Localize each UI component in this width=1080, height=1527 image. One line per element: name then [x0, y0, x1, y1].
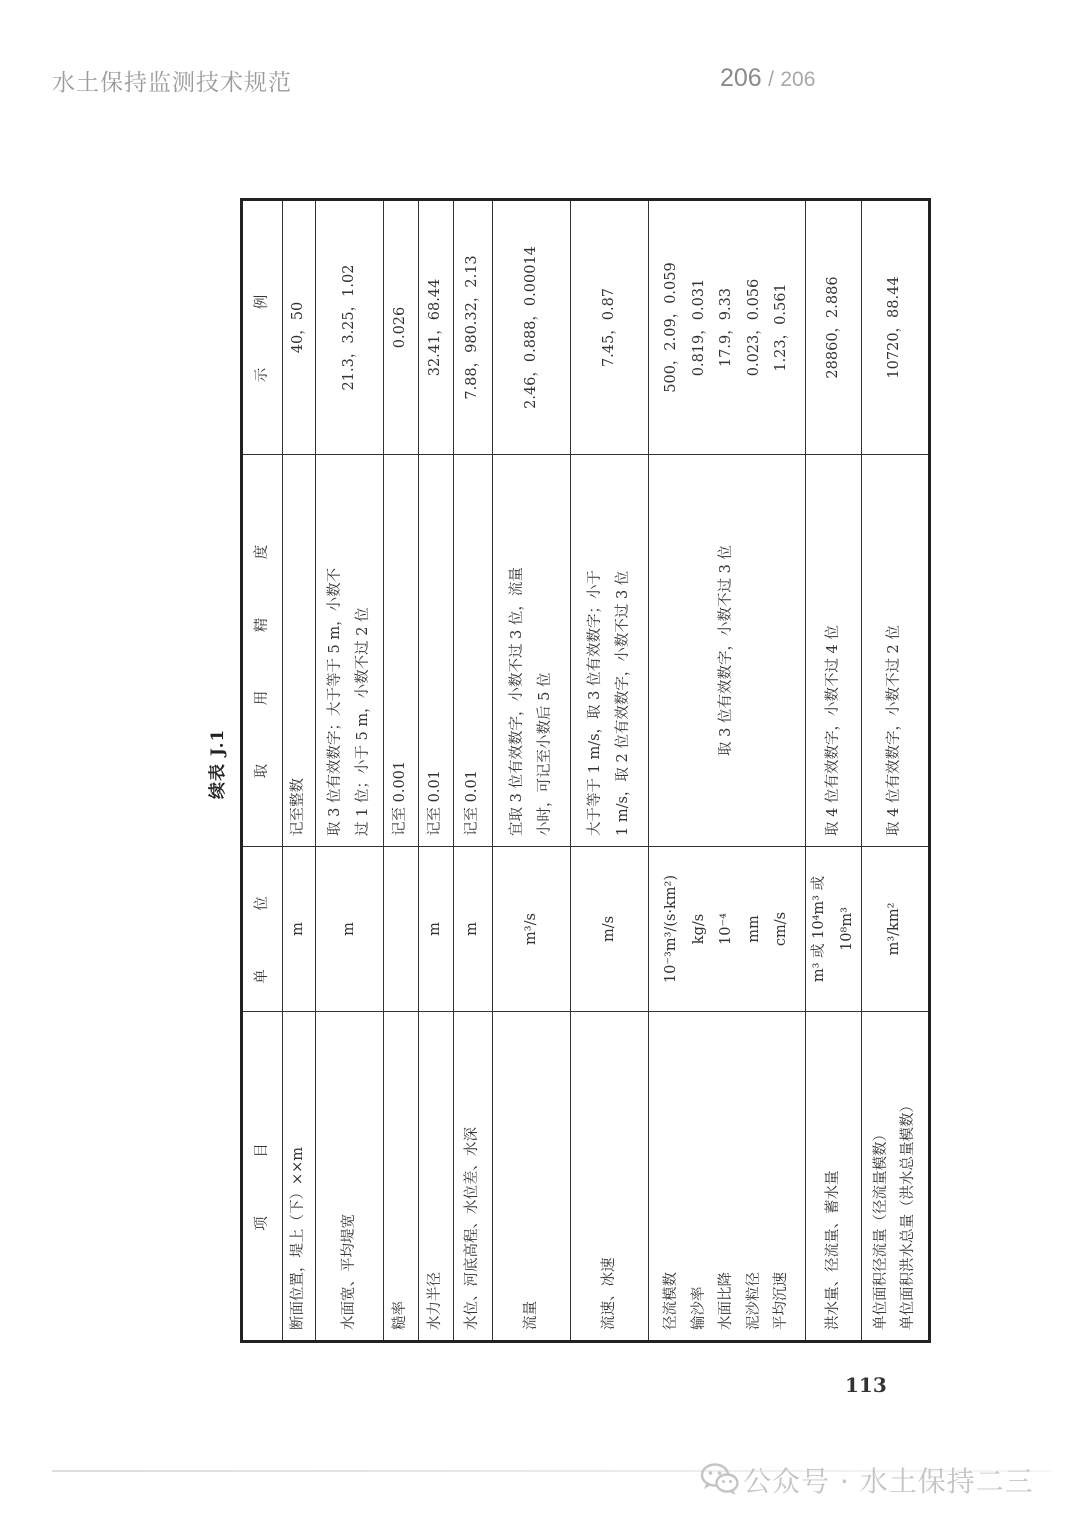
printed-page-number: 113: [845, 1373, 887, 1397]
current-page: 206: [720, 64, 762, 92]
cell-precision: 取 3 位有效数字，小数不过 3 位: [649, 455, 806, 847]
table-row: [493, 200, 571, 1342]
cell-item: 断面位置，堤上（下）××m: [283, 1012, 316, 1342]
cell-unit: [384, 847, 419, 1012]
cell-precision: 记至 0.001: [384, 455, 419, 847]
table-row: [419, 200, 454, 1342]
table-row: [571, 200, 649, 1342]
cell-item: 流速、冰速: [571, 1012, 649, 1342]
document-title: 水土保持监测技术规范: [52, 70, 292, 96]
table-row: [384, 200, 419, 1342]
cell-example: 32.41，68.44: [419, 200, 454, 455]
cell-item: 水面宽、平均堤宽: [316, 1012, 384, 1342]
header-precision: 取 用 精 度: [242, 455, 283, 847]
cell-unit: m³/s: [493, 847, 571, 1012]
cell-precision: 取 3 位有效数字；大于等于 5 m，小数不 过 1 位；小于 5 m，小数不过 2 位: [316, 455, 384, 847]
cell-precision: 宜取 3 位有效数字，小数不过 3 位，流量 小时，可记至小数后 5 位: [493, 455, 571, 847]
watermark-text: 公众号 · 水土保持二三: [743, 1465, 1034, 1498]
cell-example: 2.46，0.888，0.00014: [493, 200, 571, 455]
table-header-row: [242, 200, 283, 1342]
page-separator: /: [768, 68, 774, 91]
cell-item: 水力半径: [419, 1012, 454, 1342]
table-row: [283, 200, 316, 1342]
cell-item: 流量: [493, 1012, 571, 1342]
cell-precision: 取 4 位有效数字，小数不过 2 位: [862, 455, 930, 847]
cell-example: 28860，2.886: [806, 200, 862, 455]
cell-item: 洪水量、径流量、蓄水量: [806, 1012, 862, 1342]
cell-precision: 大于等于 1 m/s，取 3 位有效数字；小于 1 m/s，取 2 位有效数字，小数不过 3 位: [571, 455, 649, 847]
table-row: [862, 200, 930, 1342]
cell-precision: 记至 0.01: [419, 455, 454, 847]
watermark: [700, 1458, 1060, 1508]
table-row: [316, 200, 384, 1342]
cell-example: 21.3，3.25，1.02: [316, 200, 384, 455]
cell-unit: 10⁻³m³/(s·km²) kg/s 10⁻⁴ mm cm/s: [649, 847, 806, 1012]
cell-unit: m: [454, 847, 493, 1012]
cell-unit: m³/km²: [862, 847, 930, 1012]
cell-unit: m³ 或 10⁴m³ 或 10⁸m³: [806, 847, 862, 1012]
cell-unit: m: [283, 847, 316, 1012]
cell-example: 7.45，0.87: [571, 200, 649, 455]
page-indicator: [720, 64, 815, 93]
cell-item: 糙率: [384, 1012, 419, 1342]
cell-item: 径流模数 输沙率 水面比降 泥沙粒径 平均沉速: [649, 1012, 806, 1342]
header-unit: 单 位: [242, 847, 283, 1012]
table-row: [454, 200, 493, 1342]
cell-example: 0.026: [384, 200, 419, 455]
viewer-header: [0, 0, 1080, 140]
header-example: 示 例: [242, 200, 283, 455]
cell-precision: 记至整数: [283, 455, 316, 847]
precision-table: [240, 198, 931, 1343]
cell-precision: 取 4 位有效数字，小数不过 4 位: [806, 455, 862, 847]
table-row: [806, 200, 862, 1342]
rotated-page-content: [208, 201, 917, 1343]
cell-unit: m/s: [571, 847, 649, 1012]
table-row: [649, 200, 806, 1342]
table-caption: 续表 J.1: [208, 728, 228, 799]
total-pages: 206: [780, 68, 816, 91]
cell-unit: m: [316, 847, 384, 1012]
cell-precision: 记至 0.01: [454, 455, 493, 847]
cell-item: 水位、河底高程、水位差、水深: [454, 1012, 493, 1342]
cell-example: 500，2.09，0.059 0.819，0.031 17.9，9.33 0.023，0.056 1.23，0.561: [649, 200, 806, 455]
cell-example: 40，50: [283, 200, 316, 455]
cell-example: 10720，88.44: [862, 200, 930, 455]
cell-unit: m: [419, 847, 454, 1012]
header-item: 项 目: [242, 1012, 283, 1342]
wechat-icon: [700, 1462, 740, 1496]
cell-example: 7.88，980.32，2.13: [454, 200, 493, 455]
cell-item: 单位面积径流量（径流量模数） 单位面积洪水总量（洪水总量模数）: [862, 1012, 930, 1342]
